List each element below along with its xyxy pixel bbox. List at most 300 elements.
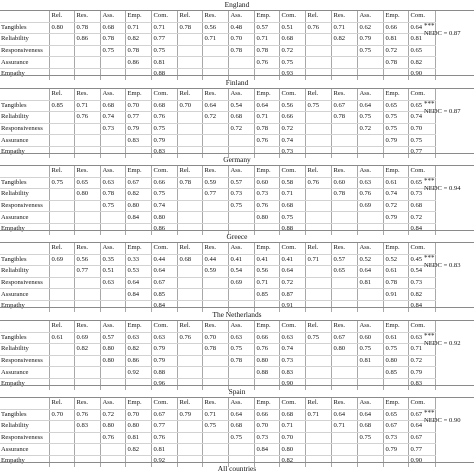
table-cell: 0.75 xyxy=(202,421,228,433)
table-cell: 0.88 xyxy=(151,68,177,79)
table-cell: 0.72 xyxy=(279,123,305,135)
table-cell: 0.77 xyxy=(408,146,435,157)
column-header: Emp. xyxy=(125,321,151,332)
table-cell: 0.77 xyxy=(151,34,177,46)
table-cell: 0.71 xyxy=(305,409,331,421)
table-cell xyxy=(49,444,74,456)
table-cell: 0.82 xyxy=(408,289,435,301)
table-cell xyxy=(49,135,74,147)
table-cell: 0.68 xyxy=(100,100,125,112)
significance-stars: *** xyxy=(424,409,435,417)
table-cell: 0.74 xyxy=(383,189,408,201)
table-cell: 0.70 xyxy=(125,409,151,421)
table-cell: 0.70 xyxy=(125,100,151,112)
table-cell: 0.63 xyxy=(100,177,125,189)
header-row xyxy=(0,243,435,254)
row-label: Empathy xyxy=(0,223,49,234)
column-header: Com. xyxy=(279,166,305,177)
column-header: Com. xyxy=(279,398,305,409)
table-cell xyxy=(357,212,383,224)
table-row xyxy=(0,367,435,379)
table-cell: 0.73 xyxy=(254,432,279,444)
column-header: Emp. xyxy=(383,166,408,177)
table-cell xyxy=(49,355,74,367)
table-cell: 0.74 xyxy=(100,112,125,124)
table-cell xyxy=(74,289,100,301)
column-header: Res. xyxy=(74,166,100,177)
table-cell xyxy=(202,444,228,456)
nedc-value: NEDC = 0.87 xyxy=(424,108,461,115)
table-cell: 0.85 xyxy=(254,289,279,301)
table-cell: 0.86 xyxy=(151,223,177,234)
column-header: Ass. xyxy=(228,89,254,100)
table-cell: 0.75 xyxy=(357,344,383,356)
row-label: Responsiveness xyxy=(0,277,49,289)
column-header: Ass. xyxy=(228,166,254,177)
column-header: Res. xyxy=(202,243,228,254)
divider xyxy=(0,307,474,308)
table-cell: 0.90 xyxy=(279,378,305,389)
table-cell: 0.75 xyxy=(151,45,177,57)
row-label: Reliability xyxy=(0,421,49,433)
table-cell xyxy=(177,112,202,124)
table-cell: 0.60 xyxy=(254,177,279,189)
table-cell: 0.80 xyxy=(254,355,279,367)
table-cell: 0.68 xyxy=(228,421,254,433)
table-row xyxy=(0,289,435,301)
table-cell xyxy=(49,432,74,444)
table-cell: 0.77 xyxy=(151,421,177,433)
table-cell: 0.88 xyxy=(151,367,177,379)
table-cell: 0.75 xyxy=(305,332,331,344)
table-cell xyxy=(202,45,228,57)
row-label: Tangibles xyxy=(0,254,49,266)
table-cell xyxy=(331,355,357,367)
table-cell: 0.65 xyxy=(408,45,435,57)
header-row xyxy=(0,166,435,177)
country-title: Spain xyxy=(228,387,246,396)
table-cell: 0.44 xyxy=(151,254,177,266)
table-cell: 0.71 xyxy=(125,22,151,34)
table-row xyxy=(0,266,435,278)
table-cell: 0.54 xyxy=(228,100,254,112)
table-cell: 0.80 xyxy=(100,344,125,356)
column-header: Ass. xyxy=(100,11,125,22)
table-cell: 0.56 xyxy=(254,266,279,278)
column-header: Com. xyxy=(279,89,305,100)
table-cell: 0.75 xyxy=(357,45,383,57)
table-cell xyxy=(100,444,125,456)
row-label: Reliability xyxy=(0,189,49,201)
table-cell: 0.63 xyxy=(357,177,383,189)
column-header: Com. xyxy=(408,89,435,100)
table-cell xyxy=(177,200,202,212)
row-label: Reliability xyxy=(0,34,49,46)
table-cell xyxy=(177,266,202,278)
table-cell: 0.79 xyxy=(357,34,383,46)
table-cell: 0.60 xyxy=(331,177,357,189)
table-cell: 0.81 xyxy=(151,444,177,456)
table-cell: 0.64 xyxy=(151,266,177,278)
table-cell xyxy=(49,189,74,201)
table-cell xyxy=(331,57,357,69)
table-cell: 0.91 xyxy=(383,289,408,301)
country-title: Finland xyxy=(225,78,249,87)
table-cell: 0.91 xyxy=(279,300,305,311)
table-cell: 0.75 xyxy=(279,212,305,224)
table-cell: 0.79 xyxy=(125,123,151,135)
column-header: Ass. xyxy=(357,398,383,409)
table-cell xyxy=(49,57,74,69)
table-cell: 0.74 xyxy=(279,344,305,356)
table-cell: 0.77 xyxy=(408,444,435,456)
table-cell: 0.78 xyxy=(125,45,151,57)
column-header: Ass. xyxy=(100,166,125,177)
divider xyxy=(0,385,474,386)
column-header: Ass. xyxy=(228,321,254,332)
table-row xyxy=(0,332,435,344)
table-cell xyxy=(331,123,357,135)
table-cell: 0.66 xyxy=(151,177,177,189)
table-cell: 0.72 xyxy=(228,123,254,135)
column-header: Res. xyxy=(202,11,228,22)
table-cell: 0.79 xyxy=(383,444,408,456)
table-row xyxy=(0,212,435,224)
table-cell: 0.65 xyxy=(408,177,435,189)
table-cell xyxy=(49,421,74,433)
row-label: Responsiveness xyxy=(0,200,49,212)
country-matrix xyxy=(0,166,436,235)
table-cell: 0.79 xyxy=(151,135,177,147)
table-row xyxy=(0,432,435,444)
table-cell xyxy=(202,355,228,367)
table-cell: 0.82 xyxy=(408,57,435,69)
table-cell: 0.75 xyxy=(383,344,408,356)
header-row xyxy=(0,321,435,332)
table-cell: 0.75 xyxy=(228,432,254,444)
column-header: Res. xyxy=(331,243,357,254)
table-cell xyxy=(177,189,202,201)
table-cell: 0.64 xyxy=(357,266,383,278)
significance-stars: *** xyxy=(424,177,435,185)
table-cell: 0.54 xyxy=(408,266,435,278)
column-header: Rel. xyxy=(305,398,331,409)
table-cell: 0.79 xyxy=(383,212,408,224)
table-cell xyxy=(74,57,100,69)
column-header: Com. xyxy=(151,243,177,254)
table-row xyxy=(0,421,435,433)
table-cell: 0.61 xyxy=(49,332,74,344)
country-matrix xyxy=(0,398,436,467)
table-cell: 0.67 xyxy=(151,409,177,421)
table-cell xyxy=(177,57,202,69)
country-title: England xyxy=(224,0,250,9)
table-cell: 0.79 xyxy=(177,409,202,421)
column-header: Rel. xyxy=(305,166,331,177)
table-cell: 0.67 xyxy=(408,409,435,421)
table-row xyxy=(0,409,435,421)
table-row xyxy=(0,135,435,147)
table-cell: 0.88 xyxy=(279,223,305,234)
column-header: Emp. xyxy=(125,243,151,254)
table-cell: 0.79 xyxy=(151,355,177,367)
table-cell: 0.85 xyxy=(383,367,408,379)
table-cell xyxy=(74,45,100,57)
table-cell: 0.84 xyxy=(254,444,279,456)
table-cell: 0.70 xyxy=(49,409,74,421)
row-label: Reliability xyxy=(0,266,49,278)
column-header: Res. xyxy=(331,11,357,22)
table-cell: 0.78 xyxy=(74,22,100,34)
corner-cell xyxy=(0,166,49,177)
corner-cell xyxy=(0,243,49,254)
table-cell xyxy=(49,266,74,278)
column-header: Emp. xyxy=(125,89,151,100)
table-cell xyxy=(100,289,125,301)
table-cell: 0.68 xyxy=(357,421,383,433)
column-header: Res. xyxy=(331,321,357,332)
table-cell: 0.52 xyxy=(383,254,408,266)
table-cell: 0.59 xyxy=(202,266,228,278)
table-cell: 0.65 xyxy=(408,100,435,112)
table-cell: 0.63 xyxy=(408,332,435,344)
column-header: Rel. xyxy=(49,11,74,22)
table-cell: 0.51 xyxy=(279,22,305,34)
table-cell: 0.74 xyxy=(151,200,177,212)
table-cell: 0.80 xyxy=(125,421,151,433)
table-cell: 0.69 xyxy=(49,254,74,266)
table-cell xyxy=(305,135,331,147)
column-header: Emp. xyxy=(254,166,279,177)
table-cell: 0.72 xyxy=(279,277,305,289)
table-cell: 0.64 xyxy=(357,409,383,421)
column-header: Emp. xyxy=(125,11,151,22)
table-cell: 0.78 xyxy=(228,355,254,367)
table-cell: 0.64 xyxy=(331,409,357,421)
table-cell: 0.33 xyxy=(125,254,151,266)
table-cell: 0.63 xyxy=(151,332,177,344)
table-cell: 0.75 xyxy=(305,100,331,112)
row-label: Assurance xyxy=(0,135,49,147)
table-cell: 0.84 xyxy=(408,223,435,234)
table-cell: 0.84 xyxy=(151,300,177,311)
table-cell: 0.83 xyxy=(279,367,305,379)
significance-stars: *** xyxy=(424,332,435,340)
column-header: Ass. xyxy=(357,166,383,177)
table-cell xyxy=(305,432,331,444)
table-cell: 0.81 xyxy=(383,34,408,46)
nedc-annotation xyxy=(424,409,461,425)
country-title: Germany xyxy=(223,155,251,164)
table-cell: 0.78 xyxy=(254,45,279,57)
table-cell: 0.63 xyxy=(125,332,151,344)
column-header: Emp. xyxy=(254,243,279,254)
table-cell: 0.81 xyxy=(408,34,435,46)
table-cell xyxy=(49,367,74,379)
table-cell: 0.78 xyxy=(254,123,279,135)
table-cell xyxy=(202,289,228,301)
table-cell xyxy=(305,266,331,278)
table-cell: 0.82 xyxy=(331,34,357,46)
column-header: Com. xyxy=(151,398,177,409)
column-header: Com. xyxy=(408,243,435,254)
nedc-value: NEDC = 0.87 xyxy=(424,30,461,37)
table-cell xyxy=(305,123,331,135)
column-header: Com. xyxy=(151,321,177,332)
table-cell: 0.70 xyxy=(408,123,435,135)
table-cell: 0.75 xyxy=(228,344,254,356)
header-row xyxy=(0,11,435,22)
table-cell xyxy=(49,289,74,301)
table-cell: 0.70 xyxy=(177,100,202,112)
table-cell: 0.79 xyxy=(151,344,177,356)
column-header: Com. xyxy=(279,243,305,254)
column-header: Ass. xyxy=(357,89,383,100)
table-row xyxy=(0,57,435,69)
table-cell xyxy=(228,444,254,456)
table-cell: 0.83 xyxy=(125,135,151,147)
column-header: Ass. xyxy=(100,398,125,409)
column-header: Emp. xyxy=(254,89,279,100)
table-cell xyxy=(100,57,125,69)
table-row xyxy=(0,277,435,289)
table-cell xyxy=(357,289,383,301)
table-cell: 0.66 xyxy=(254,332,279,344)
table-cell xyxy=(357,57,383,69)
column-header: Rel. xyxy=(49,398,74,409)
table-cell xyxy=(305,212,331,224)
table-cell: 0.48 xyxy=(228,22,254,34)
table-cell: 0.70 xyxy=(254,421,279,433)
column-header: Rel. xyxy=(305,243,331,254)
table-row xyxy=(0,355,435,367)
significance-stars: *** xyxy=(424,100,435,108)
table-cell: 0.64 xyxy=(357,100,383,112)
table-cell: 0.67 xyxy=(151,277,177,289)
table-cell: 0.65 xyxy=(383,409,408,421)
table-cell: 0.41 xyxy=(279,254,305,266)
column-header: Com. xyxy=(279,11,305,22)
column-header: Rel. xyxy=(177,243,202,254)
table-cell: 0.76 xyxy=(74,112,100,124)
table-cell: 0.72 xyxy=(383,200,408,212)
table-cell: 0.86 xyxy=(74,34,100,46)
table-cell: 0.69 xyxy=(74,332,100,344)
table-cell: 0.71 xyxy=(202,34,228,46)
column-header: Rel. xyxy=(177,11,202,22)
table-cell: 0.52 xyxy=(357,254,383,266)
table-cell: 0.51 xyxy=(100,266,125,278)
table-cell: 0.76 xyxy=(254,135,279,147)
table-cell: 0.71 xyxy=(151,22,177,34)
table-cell: 0.64 xyxy=(202,100,228,112)
table-row xyxy=(0,254,435,266)
table-cell: 0.75 xyxy=(357,112,383,124)
table-cell: 0.75 xyxy=(100,200,125,212)
column-header: Res. xyxy=(331,89,357,100)
table-cell: 0.82 xyxy=(125,189,151,201)
table-cell: 0.90 xyxy=(408,455,435,466)
table-cell xyxy=(177,277,202,289)
table-cell: 0.72 xyxy=(383,45,408,57)
column-header: Com. xyxy=(151,166,177,177)
table-cell xyxy=(331,200,357,212)
table-cell xyxy=(202,277,228,289)
table-cell: 0.76 xyxy=(305,177,331,189)
table-row xyxy=(0,45,435,57)
table-cell: 0.82 xyxy=(74,344,100,356)
table-cell: 0.78 xyxy=(100,34,125,46)
table-cell: 0.53 xyxy=(125,266,151,278)
table-row xyxy=(0,177,435,189)
column-header: Emp. xyxy=(383,11,408,22)
table-cell xyxy=(49,200,74,212)
table-cell: 0.79 xyxy=(383,135,408,147)
table-cell: 0.62 xyxy=(357,22,383,34)
column-header: Ass. xyxy=(357,243,383,254)
row-label: Assurance xyxy=(0,367,49,379)
row-label: Empathy xyxy=(0,68,49,79)
table-cell: 0.35 xyxy=(100,254,125,266)
nedc-annotation xyxy=(424,177,461,193)
table-cell: 0.92 xyxy=(151,455,177,466)
column-header: Emp. xyxy=(383,398,408,409)
row-label: Assurance xyxy=(0,289,49,301)
column-header: Ass. xyxy=(357,11,383,22)
table-cell: 0.82 xyxy=(279,455,305,466)
nedc-value: NEDC = 0.83 xyxy=(424,262,461,269)
table-cell xyxy=(74,123,100,135)
column-header: Com. xyxy=(408,321,435,332)
divider xyxy=(0,153,474,154)
column-header: Ass. xyxy=(357,321,383,332)
table-cell: 0.85 xyxy=(49,100,74,112)
column-header: Com. xyxy=(279,321,305,332)
table-cell xyxy=(74,135,100,147)
table-cell: 0.76 xyxy=(100,432,125,444)
table-cell: 0.78 xyxy=(383,57,408,69)
column-header: Emp. xyxy=(383,321,408,332)
table-cell xyxy=(357,135,383,147)
corner-cell xyxy=(0,398,49,409)
column-header: Res. xyxy=(74,243,100,254)
table-cell: 0.81 xyxy=(357,355,383,367)
column-header: Rel. xyxy=(305,321,331,332)
column-header: Com. xyxy=(408,398,435,409)
table-cell: 0.77 xyxy=(202,189,228,201)
table-cell xyxy=(49,112,74,124)
row-label: Empathy xyxy=(0,455,49,466)
table-cell xyxy=(305,344,331,356)
table-cell: 0.41 xyxy=(254,254,279,266)
table-cell: 0.65 xyxy=(331,266,357,278)
table-cell xyxy=(49,123,74,135)
table-cell: 0.72 xyxy=(408,212,435,224)
table-cell: 0.75 xyxy=(408,135,435,147)
table-cell xyxy=(331,432,357,444)
row-label: Reliability xyxy=(0,344,49,356)
table-cell: 0.68 xyxy=(228,112,254,124)
table-cell xyxy=(357,444,383,456)
table-cell: 0.64 xyxy=(228,409,254,421)
table-cell xyxy=(74,444,100,456)
country-title: The Netherlands xyxy=(212,310,262,319)
column-header: Res. xyxy=(74,11,100,22)
table-cell: 0.83 xyxy=(74,421,100,433)
column-header: Res. xyxy=(202,89,228,100)
country-matrix xyxy=(0,89,436,158)
row-label: Assurance xyxy=(0,212,49,224)
